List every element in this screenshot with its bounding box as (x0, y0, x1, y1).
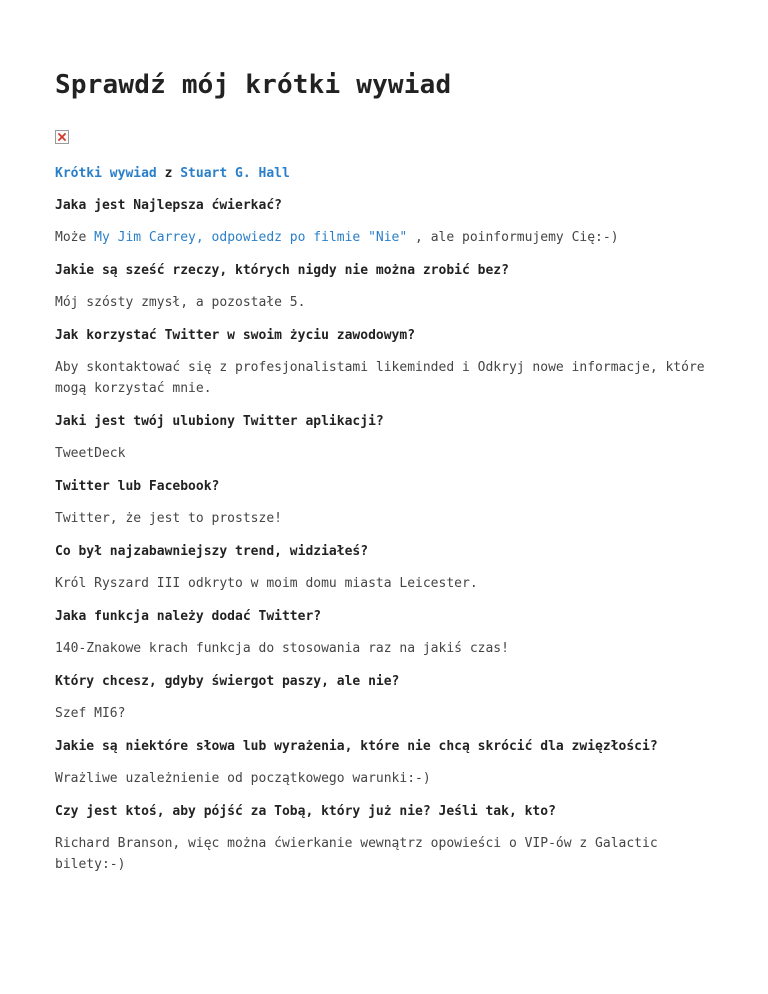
answer: Król Ryszard III odkryto w moim domu miasta Leicester. (55, 576, 478, 591)
interview-link[interactable]: Krótki wywiad (55, 166, 157, 181)
broken-image-icon (55, 130, 69, 144)
answer-link[interactable]: My Jim Carrey, odpowiedz po filmie "Nie" (94, 230, 408, 245)
answer-line-1: Richard Branson, więc można ćwierkanie wewnątrz opowieści o VIP-ów z Galactic (55, 836, 658, 851)
qa-item (55, 608, 713, 659)
answer: Wrażliwe uzależnienie od początkowego warunki:-) (55, 771, 431, 786)
qa-item (55, 673, 713, 724)
qa-item (55, 543, 713, 594)
answer: 140-Znakowe krach funkcja do stosowania raz na jakiś czas! (55, 641, 509, 656)
author-link[interactable]: Stuart G. Hall (180, 166, 290, 181)
answer: Twitter, że jest to prostsze! (55, 511, 282, 526)
question: Czy jest ktoś, aby pójść za Tobą, który już nie? Jeśli tak, kto? (55, 804, 556, 819)
question: Który chcesz, gdyby świergot paszy, ale nie? (55, 674, 400, 689)
question: Co był najzabawniejszy trend, widziałeś? (55, 544, 369, 559)
answer: Szef MI6? (55, 706, 126, 721)
qa-item (55, 413, 713, 464)
question: Jakie są sześć rzeczy, których nigdy nie można zrobić bez? (55, 263, 509, 278)
qa-item (55, 262, 713, 313)
qa-item (55, 197, 713, 248)
qa-item (55, 803, 713, 875)
question: Twitter lub Facebook? (55, 479, 220, 494)
intro-line (55, 165, 713, 183)
answer-line-2: bilety:-) (55, 857, 126, 872)
answer (55, 227, 713, 248)
question: Jaka funkcja należy dodać Twitter? (55, 609, 322, 624)
answer-suffix: , ale poinformujemy Cię:-) (407, 230, 619, 245)
answer: Mój szósty zmysł, a pozostałe 5. (55, 295, 306, 310)
intro-connector: z (156, 166, 181, 181)
answer-prefix: Może (55, 230, 95, 245)
answer: TweetDeck (55, 446, 126, 461)
answer-line-1: Aby skontaktować się z profesjonalistami likeminded i Odkryj nowe informacje, które (55, 360, 705, 375)
qa-item (55, 327, 713, 399)
question: Jak korzystać Twitter w swoim życiu zawodowym? (55, 328, 416, 343)
page-title: Sprawdź mój krótki wywiad (55, 70, 452, 100)
question: Jaki jest twój ulubiony Twitter aplikacji? (55, 414, 384, 429)
question: Jaka jest Najlepsza ćwierkać? (55, 198, 282, 213)
question: Jakie są niektóre słowa lub wyrażenia, które nie chcą skrócić dla zwięzłości? (55, 739, 658, 754)
qa-item (55, 738, 713, 789)
answer-line-2: mogą korzystać mnie. (55, 381, 212, 396)
qa-item (55, 478, 713, 529)
